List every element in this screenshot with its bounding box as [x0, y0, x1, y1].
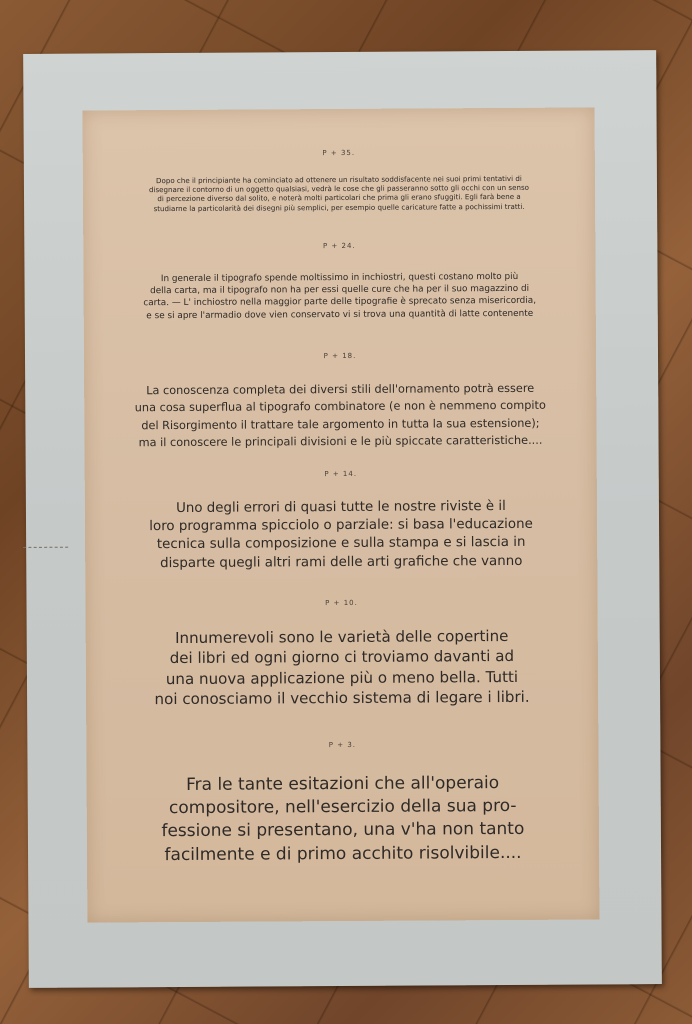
size-marker-3: P + 3. [328, 740, 357, 750]
specimen-paragraph-24 [83, 270, 595, 322]
size-marker-35: P + 35. [322, 148, 356, 158]
text-line: noi conosciamo il vecchio sistema di legare i libri. [154, 688, 530, 709]
specimen-paragraph-35 [83, 173, 595, 213]
text-line: ma il conoscere le principali divisioni e le più spiccate caratteristiche.... [138, 433, 543, 450]
text-line: Fra le tante esitazioni che all'operaio [185, 773, 500, 795]
specimen-paragraph-18 [84, 379, 596, 451]
size-marker-24: P + 24. [322, 241, 356, 251]
text-line: In generale il tipografo spende moltissimo in inchiostri, questi costano molto più [160, 271, 519, 285]
text-line: tecnica sulla composizione e sulla stampa e si lascia in [156, 535, 526, 553]
text-line: Dopo che il principiante ha cominciato ad ottenere un risultato soddisfacente nei suoi primi tentativi di [155, 173, 522, 186]
text-line: La conoscenza completa dei diversi stili dell'ornamento potrà essere [146, 381, 535, 398]
mount-board [23, 50, 662, 988]
text-line: studiarne la particolarità dei disegni più semplici, per esempio quelle caricature fatte a pochissimi tratti. [153, 201, 525, 213]
specimen-sheet [83, 107, 600, 922]
size-marker-14: P + 14. [324, 469, 358, 479]
text-line: e se si apre l'armadio dove vien conservato vi si trova una quantità di latte contenente [146, 308, 534, 321]
text-line: carta. — L' inchiostro nella maggior parte delle tipografie è sprecato senza misericordia, [143, 296, 537, 309]
text-line: disegnare il contorno di un oggetto qualsiasi, vedrà le cose che gli passeranno sotto gli occhi con un senso [148, 183, 530, 195]
text-line: dei libri ed ogni giorno ci troviamo davanti ad [169, 647, 515, 668]
text-line: del Risorgimento il trattare tale argomento in tutta la sua estensione); [141, 416, 540, 432]
text-line: fessione si presentano, una v'ha non tanto [161, 819, 525, 842]
size-marker-18: P + 18. [323, 351, 357, 361]
text-line: Innumerevoli sono le varietà delle copertine [174, 626, 509, 648]
text-line: disparte quegli altri rami delle arti grafiche che vanno [160, 553, 523, 571]
specimen-paragraph-3 [87, 771, 600, 867]
size-marker-10: P + 10. [325, 598, 358, 608]
dashed-mark [23, 547, 68, 548]
text-line: Uno degli errori di quasi tutte le nostre riviste è il [175, 499, 506, 517]
text-line: loro programma spicciolo o parziale: si basa l'educazione [149, 517, 533, 535]
text-line: una cosa superflua al tipografo combinatore (e non è nemmeno compito [134, 399, 546, 415]
text-line: della carta, ma il tipografo non ha per essi quelle cure che ha per il suo magazzino di [150, 284, 530, 297]
text-line: una nuova applicazione più o meno bella. Tutti [165, 667, 519, 688]
specimen-paragraph-14 [85, 497, 597, 573]
text-line: compositore, nell'esercizio della sua pro- [168, 796, 517, 819]
specimen-paragraph-10 [86, 625, 598, 710]
text-line: facilmente e di primo acchito risolvibile.... [164, 842, 522, 865]
text-line: di percezione diverso dal solito, e noterà molti particolari che prima gli erano sfuggiti. Egli farà bene a [157, 192, 521, 204]
